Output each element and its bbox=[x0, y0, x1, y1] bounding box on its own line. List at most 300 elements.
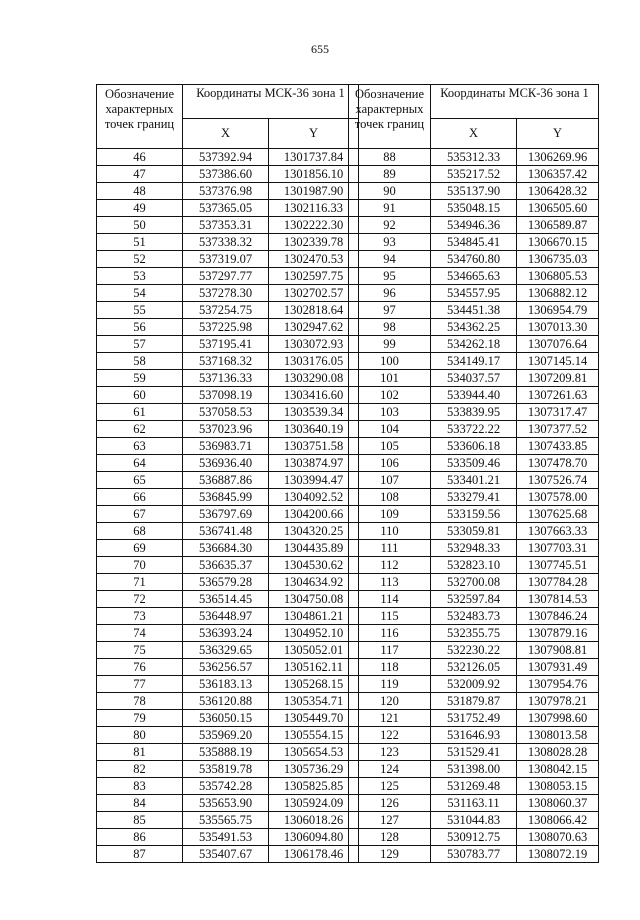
point-number-cell: 70 bbox=[97, 557, 183, 574]
x-coordinate-cell: 534362.25 bbox=[431, 319, 517, 336]
x-coordinate-cell: 536448.97 bbox=[183, 608, 269, 625]
point-number-cell: 50 bbox=[97, 217, 183, 234]
point-number-cell: 69 bbox=[97, 540, 183, 557]
y-coordinate-cell: 1304092.52 bbox=[269, 489, 359, 506]
y-coordinate-cell: 1302339.78 bbox=[269, 234, 359, 251]
x-coordinate-cell: 532009.92 bbox=[431, 676, 517, 693]
table-row bbox=[349, 829, 599, 846]
x-coordinate-cell: 532597.84 bbox=[431, 591, 517, 608]
x-coordinate-cell: 535407.67 bbox=[183, 846, 269, 863]
x-coordinate-cell: 533722.22 bbox=[431, 421, 517, 438]
point-number-cell: 107 bbox=[349, 472, 431, 489]
point-number-cell: 83 bbox=[97, 778, 183, 795]
y-coordinate-cell: 1305162.11 bbox=[269, 659, 359, 676]
header-point-code: Обозначение характерных точек границ bbox=[349, 85, 431, 149]
table-row bbox=[349, 744, 599, 761]
point-number-cell: 66 bbox=[97, 489, 183, 506]
point-number-cell: 92 bbox=[349, 217, 431, 234]
y-coordinate-cell: 1307145.14 bbox=[517, 353, 599, 370]
table-row bbox=[349, 710, 599, 727]
x-coordinate-cell: 531044.83 bbox=[431, 812, 517, 829]
x-coordinate-cell: 532948.33 bbox=[431, 540, 517, 557]
x-coordinate-cell: 531752.49 bbox=[431, 710, 517, 727]
point-number-cell: 100 bbox=[349, 353, 431, 370]
table-row bbox=[349, 846, 599, 863]
y-coordinate-cell: 1308042.15 bbox=[517, 761, 599, 778]
table-row bbox=[349, 795, 599, 812]
y-coordinate-cell: 1304200.66 bbox=[269, 506, 359, 523]
y-coordinate-cell: 1303751.58 bbox=[269, 438, 359, 455]
y-coordinate-cell: 1306805.53 bbox=[517, 268, 599, 285]
y-coordinate-cell: 1305354.71 bbox=[269, 693, 359, 710]
table-row bbox=[97, 625, 359, 642]
table-row bbox=[349, 540, 599, 557]
header-point-code: Обозначение характерных точек границ bbox=[97, 85, 183, 149]
x-coordinate-cell: 536797.69 bbox=[183, 506, 269, 523]
header-x: X bbox=[183, 119, 269, 149]
y-coordinate-cell: 1301987.90 bbox=[269, 183, 359, 200]
point-number-cell: 93 bbox=[349, 234, 431, 251]
header-x: X bbox=[431, 119, 517, 149]
table-row bbox=[349, 183, 599, 200]
x-coordinate-cell: 535491.53 bbox=[183, 829, 269, 846]
x-coordinate-cell: 533606.18 bbox=[431, 438, 517, 455]
table-row bbox=[97, 523, 359, 540]
x-coordinate-cell: 536845.99 bbox=[183, 489, 269, 506]
table-row bbox=[349, 336, 599, 353]
x-coordinate-cell: 535653.90 bbox=[183, 795, 269, 812]
table-row bbox=[349, 268, 599, 285]
header-y: Y bbox=[517, 119, 599, 149]
table-row bbox=[349, 166, 599, 183]
y-coordinate-cell: 1308013.58 bbox=[517, 727, 599, 744]
table-row bbox=[349, 234, 599, 251]
coordinates-table-right bbox=[348, 84, 599, 863]
y-coordinate-cell: 1307998.60 bbox=[517, 710, 599, 727]
x-coordinate-cell: 532483.73 bbox=[431, 608, 517, 625]
table-row bbox=[97, 557, 359, 574]
table-row bbox=[349, 404, 599, 421]
x-coordinate-cell: 532126.05 bbox=[431, 659, 517, 676]
table-row bbox=[97, 268, 359, 285]
y-coordinate-cell: 1307954.76 bbox=[517, 676, 599, 693]
table-row bbox=[97, 693, 359, 710]
y-coordinate-cell: 1302222.30 bbox=[269, 217, 359, 234]
y-coordinate-cell: 1305449.70 bbox=[269, 710, 359, 727]
x-coordinate-cell: 537376.98 bbox=[183, 183, 269, 200]
y-coordinate-cell: 1308072.19 bbox=[517, 846, 599, 863]
y-coordinate-cell: 1304750.08 bbox=[269, 591, 359, 608]
y-coordinate-cell: 1307784.28 bbox=[517, 574, 599, 591]
table-row bbox=[97, 302, 359, 319]
point-number-cell: 71 bbox=[97, 574, 183, 591]
table-row bbox=[97, 472, 359, 489]
x-coordinate-cell: 536050.15 bbox=[183, 710, 269, 727]
point-number-cell: 89 bbox=[349, 166, 431, 183]
x-coordinate-cell: 534946.36 bbox=[431, 217, 517, 234]
point-number-cell: 95 bbox=[349, 268, 431, 285]
table-row bbox=[97, 574, 359, 591]
table-row bbox=[349, 812, 599, 829]
table-row bbox=[349, 727, 599, 744]
x-coordinate-cell: 537023.96 bbox=[183, 421, 269, 438]
y-coordinate-cell: 1308060.37 bbox=[517, 795, 599, 812]
table-row bbox=[97, 319, 359, 336]
table-row bbox=[97, 829, 359, 846]
y-coordinate-cell: 1306589.87 bbox=[517, 217, 599, 234]
x-coordinate-cell: 531163.11 bbox=[431, 795, 517, 812]
y-coordinate-cell: 1307261.63 bbox=[517, 387, 599, 404]
table-row bbox=[349, 387, 599, 404]
x-coordinate-cell: 530783.77 bbox=[431, 846, 517, 863]
header-coordinate-system: Координаты МСК-36 зона 1 bbox=[183, 85, 359, 119]
point-number-cell: 112 bbox=[349, 557, 431, 574]
point-number-cell: 53 bbox=[97, 268, 183, 285]
point-number-cell: 101 bbox=[349, 370, 431, 387]
x-coordinate-cell: 535137.90 bbox=[431, 183, 517, 200]
y-coordinate-cell: 1307745.51 bbox=[517, 557, 599, 574]
point-number-cell: 96 bbox=[349, 285, 431, 302]
point-number-cell: 74 bbox=[97, 625, 183, 642]
table-row bbox=[97, 642, 359, 659]
table-row bbox=[97, 455, 359, 472]
table-row bbox=[97, 846, 359, 863]
y-coordinate-cell: 1303640.19 bbox=[269, 421, 359, 438]
point-number-cell: 65 bbox=[97, 472, 183, 489]
point-number-cell: 126 bbox=[349, 795, 431, 812]
table-row bbox=[97, 795, 359, 812]
table-row bbox=[349, 217, 599, 234]
table-row bbox=[349, 557, 599, 574]
y-coordinate-cell: 1307209.81 bbox=[517, 370, 599, 387]
point-number-cell: 129 bbox=[349, 846, 431, 863]
x-coordinate-cell: 537392.94 bbox=[183, 149, 269, 166]
table-row bbox=[349, 302, 599, 319]
point-number-cell: 68 bbox=[97, 523, 183, 540]
y-coordinate-cell: 1304634.92 bbox=[269, 574, 359, 591]
table-row bbox=[97, 506, 359, 523]
y-coordinate-cell: 1307433.85 bbox=[517, 438, 599, 455]
table-row bbox=[97, 421, 359, 438]
point-number-cell: 54 bbox=[97, 285, 183, 302]
point-number-cell: 98 bbox=[349, 319, 431, 336]
y-coordinate-cell: 1305924.09 bbox=[269, 795, 359, 812]
x-coordinate-cell: 537225.98 bbox=[183, 319, 269, 336]
x-coordinate-cell: 536514.45 bbox=[183, 591, 269, 608]
y-coordinate-cell: 1307377.52 bbox=[517, 421, 599, 438]
y-coordinate-cell: 1308066.42 bbox=[517, 812, 599, 829]
table-row bbox=[97, 676, 359, 693]
point-number-cell: 56 bbox=[97, 319, 183, 336]
x-coordinate-cell: 532230.22 bbox=[431, 642, 517, 659]
point-number-cell: 121 bbox=[349, 710, 431, 727]
point-number-cell: 111 bbox=[349, 540, 431, 557]
point-number-cell: 110 bbox=[349, 523, 431, 540]
y-coordinate-cell: 1304320.25 bbox=[269, 523, 359, 540]
x-coordinate-cell: 536887.86 bbox=[183, 472, 269, 489]
x-coordinate-cell: 532700.08 bbox=[431, 574, 517, 591]
point-number-cell: 124 bbox=[349, 761, 431, 778]
table-row bbox=[97, 149, 359, 166]
x-coordinate-cell: 536635.37 bbox=[183, 557, 269, 574]
y-coordinate-cell: 1307663.33 bbox=[517, 523, 599, 540]
y-coordinate-cell: 1302470.53 bbox=[269, 251, 359, 268]
table-row bbox=[97, 540, 359, 557]
point-number-cell: 63 bbox=[97, 438, 183, 455]
x-coordinate-cell: 537098.19 bbox=[183, 387, 269, 404]
y-coordinate-cell: 1307931.49 bbox=[517, 659, 599, 676]
table-row bbox=[349, 455, 599, 472]
x-coordinate-cell: 535565.75 bbox=[183, 812, 269, 829]
point-number-cell: 87 bbox=[97, 846, 183, 863]
table-row bbox=[97, 591, 359, 608]
y-coordinate-cell: 1306269.96 bbox=[517, 149, 599, 166]
table-row bbox=[97, 659, 359, 676]
y-coordinate-cell: 1303874.97 bbox=[269, 455, 359, 472]
x-coordinate-cell: 531398.00 bbox=[431, 761, 517, 778]
x-coordinate-cell: 531879.87 bbox=[431, 693, 517, 710]
x-coordinate-cell: 531646.93 bbox=[431, 727, 517, 744]
point-number-cell: 84 bbox=[97, 795, 183, 812]
y-coordinate-cell: 1306882.12 bbox=[517, 285, 599, 302]
y-coordinate-cell: 1307076.64 bbox=[517, 336, 599, 353]
x-coordinate-cell: 533159.56 bbox=[431, 506, 517, 523]
table-row bbox=[97, 744, 359, 761]
point-number-cell: 77 bbox=[97, 676, 183, 693]
x-coordinate-cell: 537254.75 bbox=[183, 302, 269, 319]
y-coordinate-cell: 1302702.57 bbox=[269, 285, 359, 302]
x-coordinate-cell: 536936.40 bbox=[183, 455, 269, 472]
y-coordinate-cell: 1308053.15 bbox=[517, 778, 599, 795]
y-coordinate-cell: 1307879.16 bbox=[517, 625, 599, 642]
table-row bbox=[349, 251, 599, 268]
table-row bbox=[97, 489, 359, 506]
y-coordinate-cell: 1307625.68 bbox=[517, 506, 599, 523]
point-number-cell: 114 bbox=[349, 591, 431, 608]
y-coordinate-cell: 1303539.34 bbox=[269, 404, 359, 421]
y-coordinate-cell: 1301737.84 bbox=[269, 149, 359, 166]
point-number-cell: 82 bbox=[97, 761, 183, 778]
x-coordinate-cell: 534451.38 bbox=[431, 302, 517, 319]
point-number-cell: 108 bbox=[349, 489, 431, 506]
point-number-cell: 67 bbox=[97, 506, 183, 523]
table-row bbox=[349, 370, 599, 387]
y-coordinate-cell: 1302818.64 bbox=[269, 302, 359, 319]
x-coordinate-cell: 537365.05 bbox=[183, 200, 269, 217]
x-coordinate-cell: 531529.41 bbox=[431, 744, 517, 761]
point-number-cell: 119 bbox=[349, 676, 431, 693]
header-coordinate-system: Координаты МСК-36 зона 1 bbox=[431, 85, 599, 119]
point-number-cell: 57 bbox=[97, 336, 183, 353]
x-coordinate-cell: 535969.20 bbox=[183, 727, 269, 744]
table-row bbox=[97, 234, 359, 251]
point-number-cell: 106 bbox=[349, 455, 431, 472]
x-coordinate-cell: 533059.81 bbox=[431, 523, 517, 540]
point-number-cell: 113 bbox=[349, 574, 431, 591]
y-coordinate-cell: 1303416.60 bbox=[269, 387, 359, 404]
table-row bbox=[97, 710, 359, 727]
y-coordinate-cell: 1305654.53 bbox=[269, 744, 359, 761]
y-coordinate-cell: 1307814.53 bbox=[517, 591, 599, 608]
point-number-cell: 64 bbox=[97, 455, 183, 472]
table-row bbox=[97, 812, 359, 829]
x-coordinate-cell: 533509.46 bbox=[431, 455, 517, 472]
table-row bbox=[349, 591, 599, 608]
table-row bbox=[349, 149, 599, 166]
table-row bbox=[97, 200, 359, 217]
y-coordinate-cell: 1306735.03 bbox=[517, 251, 599, 268]
table-row bbox=[349, 574, 599, 591]
table-row bbox=[349, 761, 599, 778]
point-number-cell: 59 bbox=[97, 370, 183, 387]
table-row bbox=[349, 625, 599, 642]
table-row bbox=[349, 693, 599, 710]
point-number-cell: 78 bbox=[97, 693, 183, 710]
point-number-cell: 52 bbox=[97, 251, 183, 268]
y-coordinate-cell: 1306018.26 bbox=[269, 812, 359, 829]
y-coordinate-cell: 1307908.81 bbox=[517, 642, 599, 659]
table-row bbox=[349, 421, 599, 438]
x-coordinate-cell: 536741.48 bbox=[183, 523, 269, 540]
table-row bbox=[349, 659, 599, 676]
x-coordinate-cell: 534037.57 bbox=[431, 370, 517, 387]
x-coordinate-cell: 532823.10 bbox=[431, 557, 517, 574]
y-coordinate-cell: 1306428.32 bbox=[517, 183, 599, 200]
point-number-cell: 73 bbox=[97, 608, 183, 625]
table-row bbox=[97, 353, 359, 370]
table-row bbox=[97, 166, 359, 183]
y-coordinate-cell: 1302597.75 bbox=[269, 268, 359, 285]
point-number-cell: 90 bbox=[349, 183, 431, 200]
x-coordinate-cell: 533839.95 bbox=[431, 404, 517, 421]
point-number-cell: 85 bbox=[97, 812, 183, 829]
table-row bbox=[349, 778, 599, 795]
table-row bbox=[349, 608, 599, 625]
point-number-cell: 104 bbox=[349, 421, 431, 438]
point-number-cell: 62 bbox=[97, 421, 183, 438]
point-number-cell: 125 bbox=[349, 778, 431, 795]
point-number-cell: 60 bbox=[97, 387, 183, 404]
x-coordinate-cell: 536329.65 bbox=[183, 642, 269, 659]
table-row bbox=[97, 285, 359, 302]
y-coordinate-cell: 1306505.60 bbox=[517, 200, 599, 217]
table-row bbox=[349, 319, 599, 336]
point-number-cell: 97 bbox=[349, 302, 431, 319]
table-row bbox=[349, 438, 599, 455]
point-number-cell: 115 bbox=[349, 608, 431, 625]
point-number-cell: 103 bbox=[349, 404, 431, 421]
x-coordinate-cell: 531269.48 bbox=[431, 778, 517, 795]
point-number-cell: 88 bbox=[349, 149, 431, 166]
table-row bbox=[349, 489, 599, 506]
x-coordinate-cell: 533279.41 bbox=[431, 489, 517, 506]
table-row bbox=[97, 336, 359, 353]
x-coordinate-cell: 536256.57 bbox=[183, 659, 269, 676]
table-row bbox=[97, 404, 359, 421]
y-coordinate-cell: 1307317.47 bbox=[517, 404, 599, 421]
x-coordinate-cell: 533401.21 bbox=[431, 472, 517, 489]
x-coordinate-cell: 534845.41 bbox=[431, 234, 517, 251]
point-number-cell: 91 bbox=[349, 200, 431, 217]
table-row bbox=[97, 761, 359, 778]
point-number-cell: 72 bbox=[97, 591, 183, 608]
y-coordinate-cell: 1303176.05 bbox=[269, 353, 359, 370]
x-coordinate-cell: 536393.24 bbox=[183, 625, 269, 642]
y-coordinate-cell: 1307846.24 bbox=[517, 608, 599, 625]
y-coordinate-cell: 1304952.10 bbox=[269, 625, 359, 642]
x-coordinate-cell: 535888.19 bbox=[183, 744, 269, 761]
x-coordinate-cell: 535048.15 bbox=[431, 200, 517, 217]
point-number-cell: 109 bbox=[349, 506, 431, 523]
y-coordinate-cell: 1307013.30 bbox=[517, 319, 599, 336]
x-coordinate-cell: 535312.33 bbox=[431, 149, 517, 166]
point-number-cell: 75 bbox=[97, 642, 183, 659]
x-coordinate-cell: 534557.95 bbox=[431, 285, 517, 302]
x-coordinate-cell: 534149.17 bbox=[431, 353, 517, 370]
y-coordinate-cell: 1304861.21 bbox=[269, 608, 359, 625]
point-number-cell: 94 bbox=[349, 251, 431, 268]
table-row bbox=[97, 438, 359, 455]
table-row bbox=[97, 370, 359, 387]
y-coordinate-cell: 1303290.08 bbox=[269, 370, 359, 387]
point-number-cell: 48 bbox=[97, 183, 183, 200]
table-row bbox=[349, 353, 599, 370]
point-number-cell: 76 bbox=[97, 659, 183, 676]
table-row bbox=[349, 506, 599, 523]
y-coordinate-cell: 1308070.63 bbox=[517, 829, 599, 846]
point-number-cell: 105 bbox=[349, 438, 431, 455]
table-row bbox=[97, 183, 359, 200]
point-number-cell: 81 bbox=[97, 744, 183, 761]
point-number-cell: 47 bbox=[97, 166, 183, 183]
table-row bbox=[349, 285, 599, 302]
coordinates-table-left bbox=[96, 84, 359, 863]
y-coordinate-cell: 1302116.33 bbox=[269, 200, 359, 217]
table-row bbox=[97, 608, 359, 625]
y-coordinate-cell: 1307978.21 bbox=[517, 693, 599, 710]
y-coordinate-cell: 1306178.46 bbox=[269, 846, 359, 863]
y-coordinate-cell: 1304530.62 bbox=[269, 557, 359, 574]
x-coordinate-cell: 530912.75 bbox=[431, 829, 517, 846]
y-coordinate-cell: 1308028.28 bbox=[517, 744, 599, 761]
x-coordinate-cell: 534665.63 bbox=[431, 268, 517, 285]
y-coordinate-cell: 1306670.15 bbox=[517, 234, 599, 251]
point-number-cell: 55 bbox=[97, 302, 183, 319]
x-coordinate-cell: 537338.32 bbox=[183, 234, 269, 251]
point-number-cell: 80 bbox=[97, 727, 183, 744]
x-coordinate-cell: 537386.60 bbox=[183, 166, 269, 183]
y-coordinate-cell: 1302947.62 bbox=[269, 319, 359, 336]
point-number-cell: 86 bbox=[97, 829, 183, 846]
x-coordinate-cell: 535742.28 bbox=[183, 778, 269, 795]
x-coordinate-cell: 536983.71 bbox=[183, 438, 269, 455]
y-coordinate-cell: 1305554.15 bbox=[269, 727, 359, 744]
point-number-cell: 99 bbox=[349, 336, 431, 353]
header-y: Y bbox=[269, 119, 359, 149]
table-row bbox=[97, 727, 359, 744]
x-coordinate-cell: 537168.32 bbox=[183, 353, 269, 370]
point-number-cell: 122 bbox=[349, 727, 431, 744]
table-row bbox=[97, 387, 359, 404]
y-coordinate-cell: 1305736.29 bbox=[269, 761, 359, 778]
table-row bbox=[97, 251, 359, 268]
point-number-cell: 117 bbox=[349, 642, 431, 659]
x-coordinate-cell: 536183.13 bbox=[183, 676, 269, 693]
point-number-cell: 61 bbox=[97, 404, 183, 421]
point-number-cell: 51 bbox=[97, 234, 183, 251]
y-coordinate-cell: 1305268.15 bbox=[269, 676, 359, 693]
x-coordinate-cell: 533944.40 bbox=[431, 387, 517, 404]
